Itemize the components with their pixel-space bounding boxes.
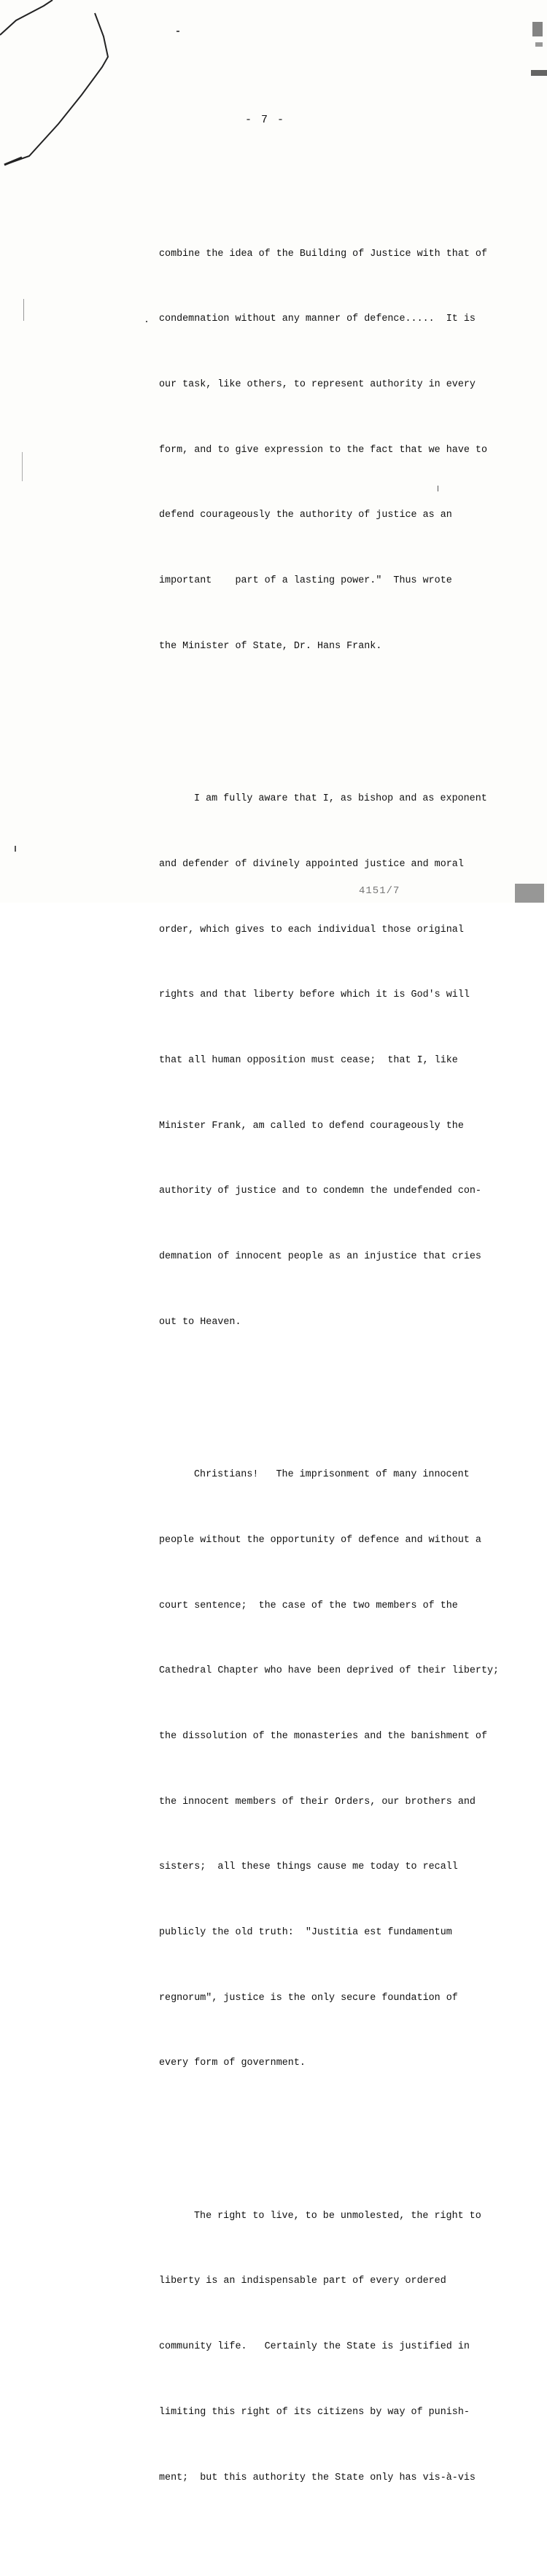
- corner-smudge-mark: [511, 881, 547, 903]
- text-line: limiting this right of its citizens by way of punish-: [159, 2406, 470, 2418]
- text-line: condemnation without any manner of defence..... It is: [159, 314, 476, 325]
- text-line: I am fully aware that I, as bishop and as exponent: [194, 793, 487, 805]
- folded-corner-mark: [0, 0, 117, 175]
- archive-reference-number: 4151/7: [359, 885, 400, 897]
- paragraph: [159, 2162, 538, 2532]
- text-line: publicly the old truth: "Justitia est fundamentum: [159, 1927, 452, 1939]
- text-line: demnation of innocent people as an injustice that cries: [159, 1251, 481, 1263]
- text-line: defend courageously the authority of justice as an: [159, 510, 452, 521]
- text-line: ment; but this authority the State only has vis-à-vis: [159, 2472, 476, 2483]
- text-line: combine the idea of the Building of Justice with that of: [159, 248, 487, 260]
- text-line: Minister Frank, am called to defend courageously the: [159, 1120, 464, 1132]
- text-line: rights and that liberty before which it is God's will: [159, 989, 470, 1001]
- text-line: sisters; all these things cause me today to recall: [159, 1861, 458, 1873]
- text-line: order, which gives to each individual those original: [159, 924, 464, 935]
- text-line: Christians! The imprisonment of many innocent: [194, 1469, 470, 1481]
- text-line: every form of government.: [159, 2058, 306, 2069]
- body-text: [159, 156, 538, 2576]
- scan-speck: [146, 321, 147, 322]
- text-line: our task, like others, to represent authority in every: [159, 379, 476, 391]
- text-line: important part of a lasting power." Thus wrote: [159, 575, 452, 587]
- scan-speck: [23, 299, 24, 321]
- text-line: Cathedral Chapter who have been deprived of their liberty;: [159, 1665, 500, 1677]
- text-line: the innocent members of their Orders, our brothers and: [159, 1796, 476, 1808]
- text-line: and defender of divinely appointed justice and moral: [159, 858, 464, 870]
- page-number: - 7 -: [245, 114, 286, 126]
- text-line: that all human opposition must cease; that I, like: [159, 1054, 458, 1066]
- text-line: The right to live, to be unmolested, the right to: [194, 2210, 481, 2222]
- paragraph: [159, 1420, 538, 2118]
- text-line: form, and to give expression to the fact that we have to: [159, 444, 487, 456]
- text-line: people without the opportunity of defence and without a: [159, 1534, 481, 1546]
- scan-speck: [176, 31, 179, 32]
- text-line: out to Heaven.: [159, 1316, 241, 1328]
- text-line: authority of justice and to condemn the undefended con-: [159, 1186, 481, 1197]
- text-line: regnorum", justice is the only secure foundation of: [159, 1992, 458, 2004]
- paragraph: [159, 744, 538, 1377]
- text-line: the Minister of State, Dr. Hans Frank.: [159, 640, 382, 652]
- scan-speck: [22, 452, 23, 481]
- paragraph: [159, 200, 538, 701]
- text-line: the dissolution of the monasteries and the banishment of: [159, 1730, 487, 1742]
- scan-speck: [15, 846, 16, 852]
- text-line: court sentence; the case of the two members of the: [159, 1600, 458, 1611]
- text-line: liberty is an indispensable part of every ordered: [159, 2276, 446, 2287]
- text-line: community life. Certainly the State is justified in: [159, 2341, 470, 2353]
- edge-smudge-mark: [521, 16, 547, 82]
